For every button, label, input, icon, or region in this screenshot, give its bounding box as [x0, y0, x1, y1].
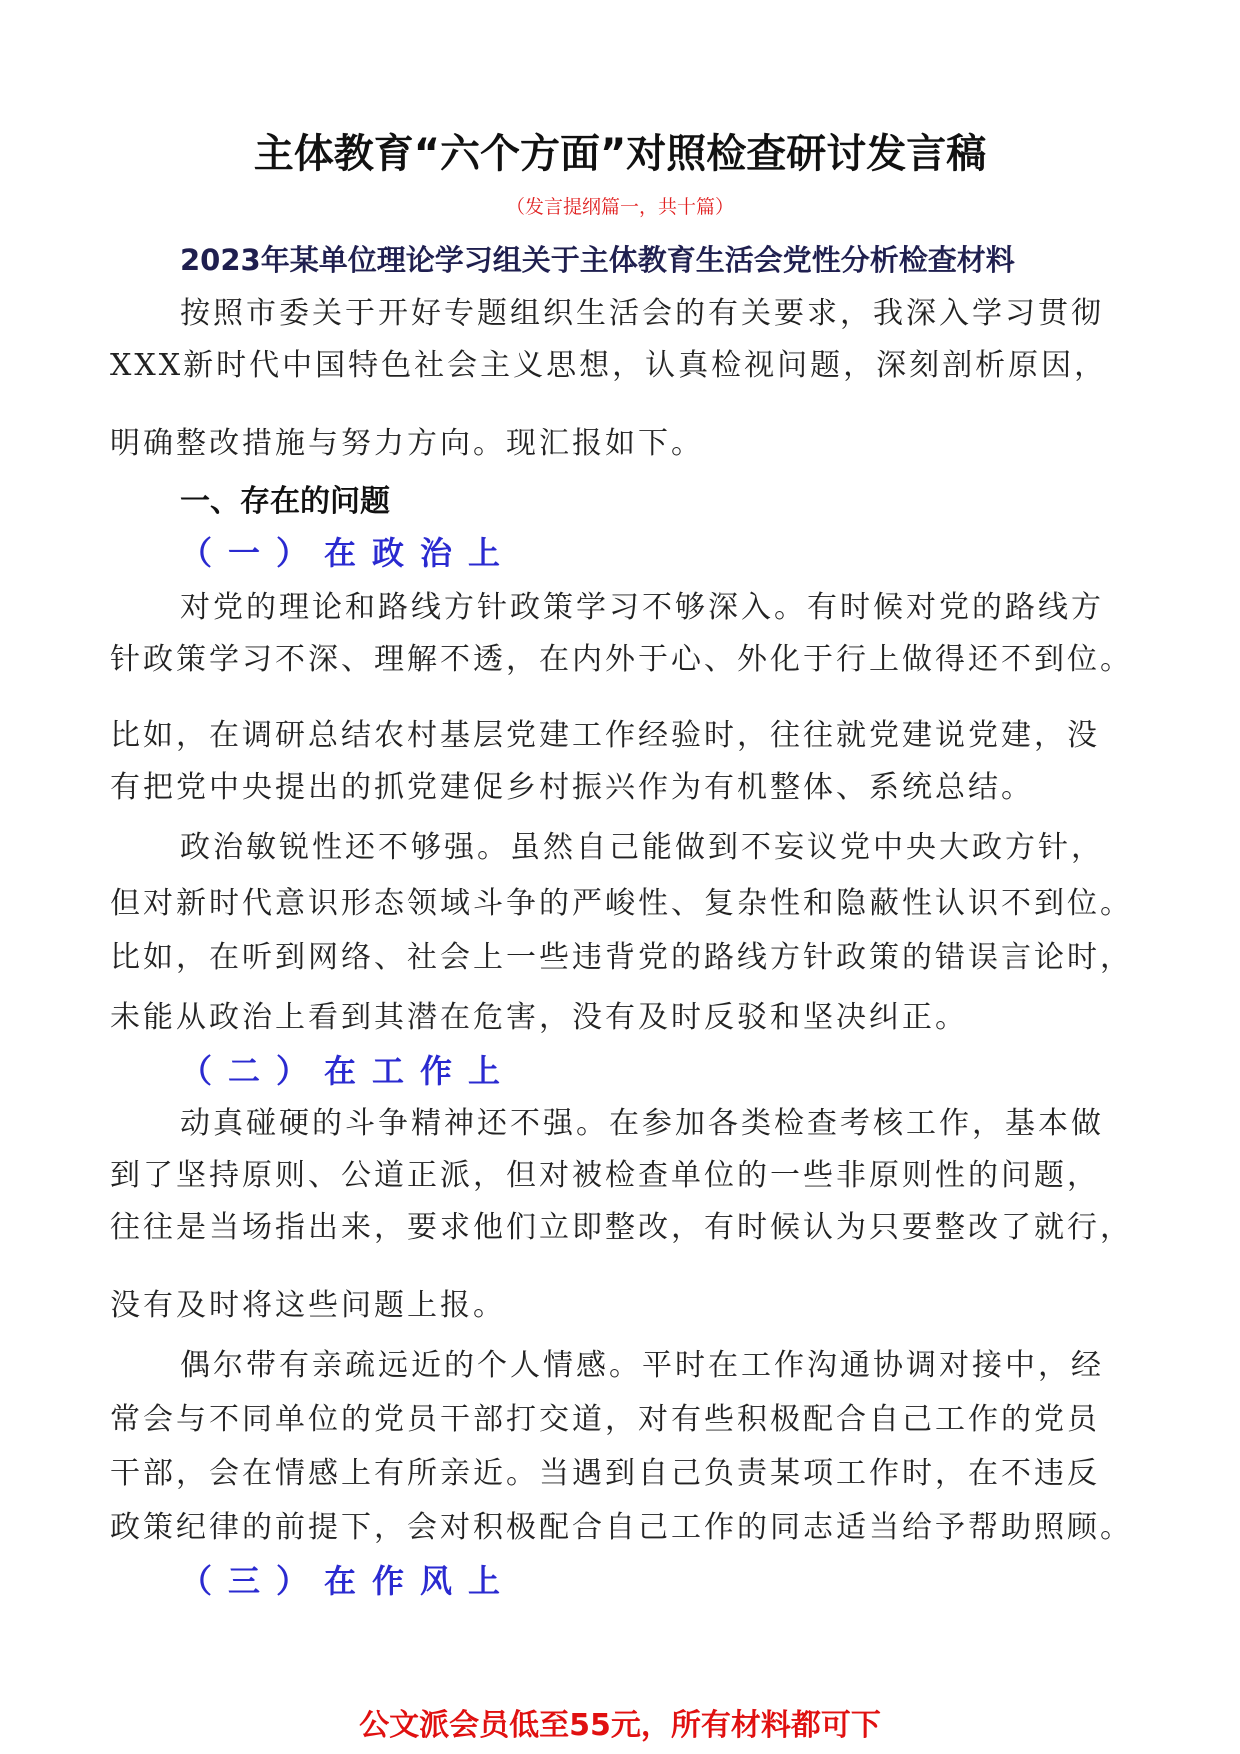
paragraph-line: 政策纪律的前提下，会对积极配合自己工作的同志适当给予帮助照顾。: [110, 1510, 1133, 1545]
intro-line: XXX新时代中国特色社会主义思想，认真检视问题，深刻剖析原因，: [110, 348, 1108, 383]
document-subtitle: 2023年某单位理论学习组关于主体教育生活会党性分析检查材料: [180, 243, 1015, 277]
subsection-heading-work: （二）在工作上: [180, 1052, 517, 1090]
subsection-heading-politics: （一）在政治上: [180, 534, 517, 572]
paragraph-line: 针政策学习不深、理解不透，在内外于心、外化于行上做得还不到位。: [110, 642, 1133, 677]
subsection-heading-style: （三）在作风上: [180, 1562, 517, 1600]
paragraph-line: 政治敏锐性还不够强。虽然自己能做到不妄议党中央大政方针，: [180, 830, 1104, 865]
document-title: 主体教育“六个方面”对照检查研讨发言稿: [253, 131, 987, 177]
intro-line: 按照市委关于开好专题组织生活会的有关要求，我深入学习贯彻: [180, 296, 1104, 331]
intro-line: 明确整改措施与努力方向。现汇报如下。: [110, 426, 704, 461]
document-note: （发言提纲篇一，共十篇）: [505, 196, 734, 218]
paragraph-line: 未能从政治上看到其潜在危害，没有及时反驳和坚决纠正。: [110, 1000, 968, 1035]
paragraph-line: 比如，在听到网络、社会上一些违背党的路线方针政策的错误言论时，: [110, 940, 1133, 975]
paragraph-line: 有把党中央提出的抓党建促乡村振兴作为有机整体、系统总结。: [110, 770, 1034, 805]
paragraph-line: 比如，在调研总结农村基层党建工作经验时，往往就党建说党建，没: [110, 718, 1100, 753]
paragraph-line: 干部，会在情感上有所亲近。当遇到自己负责某项工作时，在不违反: [110, 1456, 1100, 1491]
paragraph-line: 到了坚持原则、公道正派，但对被检查单位的一些非原则性的问题，: [110, 1158, 1100, 1193]
paragraph-line: 对党的理论和路线方针政策学习不够深入。有时候对党的路线方: [180, 590, 1104, 625]
paragraph-line: 往往是当场指出来，要求他们立即整改，有时候认为只要整改了就行，: [110, 1210, 1133, 1245]
promo-footer: 公文派会员低至55元，所有材料都可下: [359, 1708, 881, 1743]
paragraph-line: 偶尔带有亲疏远近的个人情感。平时在工作沟通协调对接中，经: [180, 1348, 1104, 1383]
paragraph-line: 没有及时将这些问题上报。: [110, 1288, 506, 1323]
paragraph-line: 常会与不同单位的党员干部打交道，对有些积极配合自己工作的党员: [110, 1402, 1100, 1437]
paragraph-line: 但对新时代意识形态领域斗争的严峻性、复杂性和隐蔽性认识不到位。: [110, 886, 1133, 921]
paragraph-line: 动真碰硬的斗争精神还不强。在参加各类检查考核工作，基本做: [180, 1106, 1104, 1141]
section-heading-problems: 一、存在的问题: [180, 484, 390, 519]
